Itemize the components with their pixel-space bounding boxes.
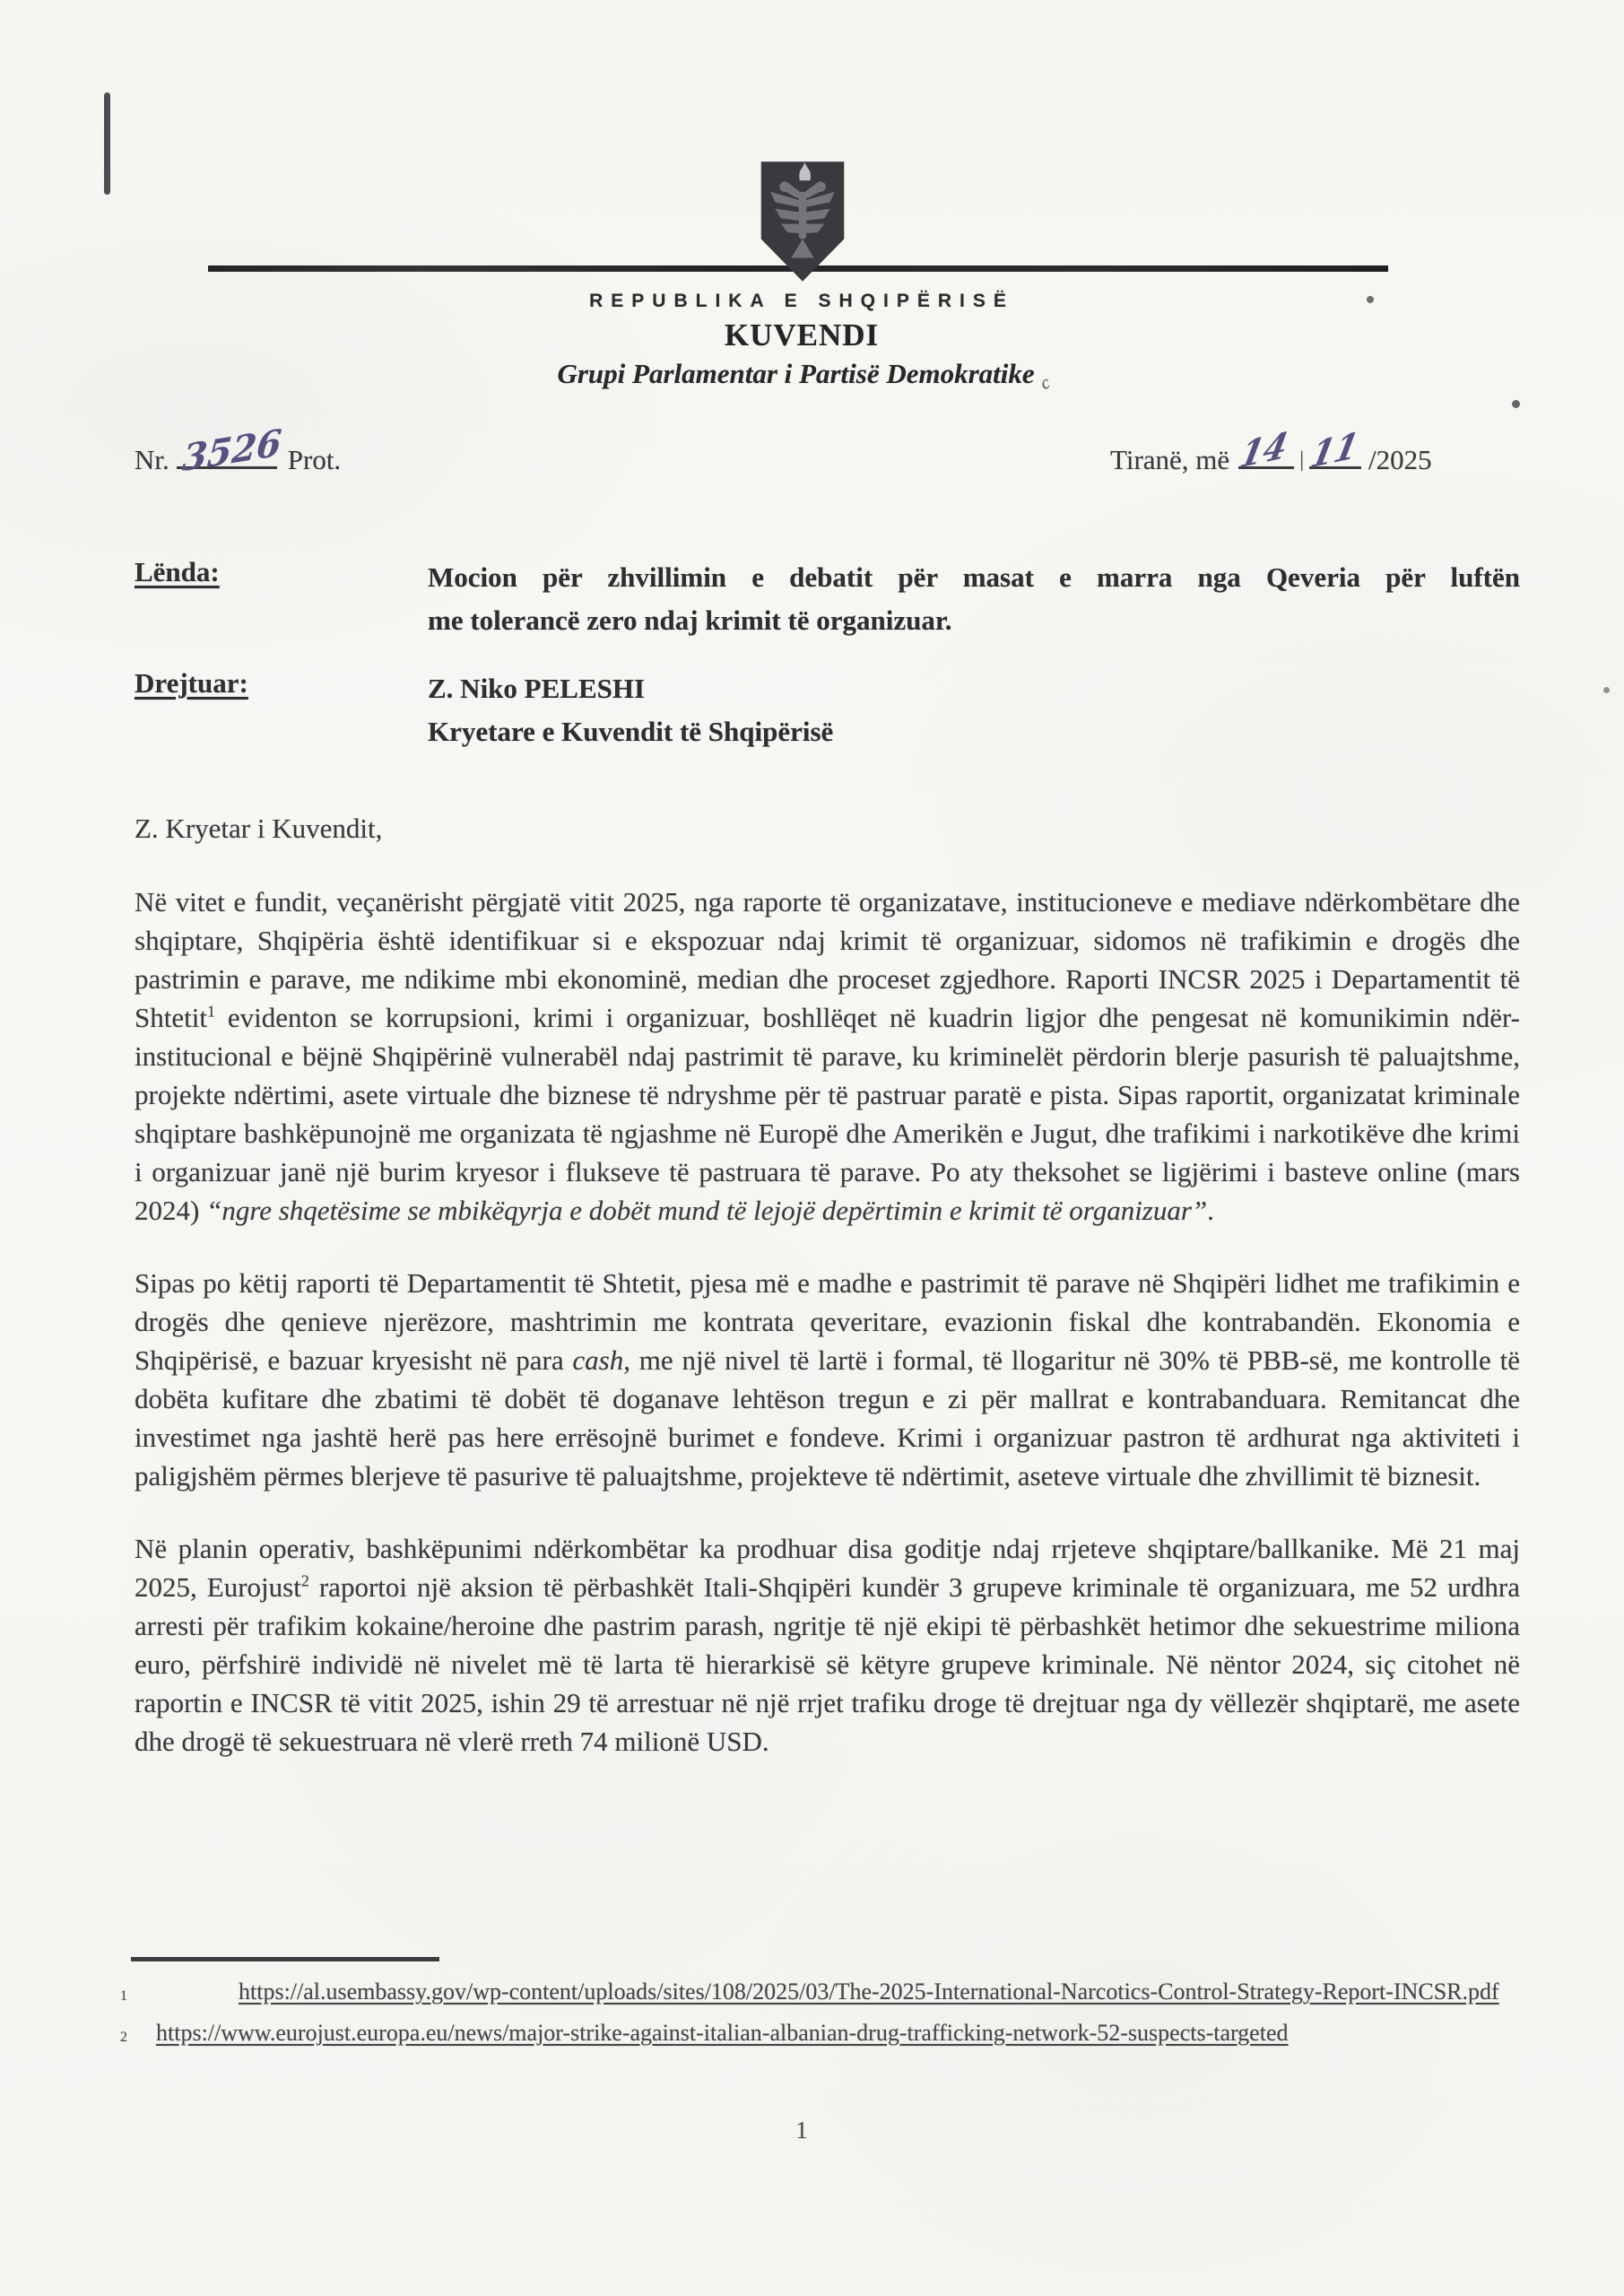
scan-speck — [1512, 400, 1520, 408]
footnote-ref: 2 — [300, 1571, 309, 1590]
nr-label: Nr. — [135, 444, 169, 475]
assembly-title: KUVENDI — [724, 317, 880, 352]
date-day-slot — [1236, 422, 1294, 477]
paragraph-run: . — [1207, 1195, 1214, 1226]
albanian-eagle-emblem — [750, 158, 855, 285]
addressee-title: Kryetare e Kuvendit të Shqipërisë — [428, 716, 834, 747]
date-separator: | — [1299, 448, 1304, 472]
footnote — [120, 1971, 1520, 2013]
scan-mark — [104, 92, 110, 195]
footnotes-list — [120, 1971, 1520, 2054]
addressee-block — [428, 667, 833, 753]
footnote-separator — [131, 1957, 439, 1961]
date-year: /2025 — [1368, 444, 1432, 475]
date-line — [1110, 422, 1432, 477]
paragraph-run: Në vitet e fundit, veçanërisht përgjatë vitit 2025, nga raporte të organizatave, institucioneve e mediave ndërkombëtare dhe shqiptare, Shqipëria është identifikuar si e ekspozuar ndaj krimit të organizuar, sidomos në trafikimin e drogës dhe pastrimin e parave, me ndikime mbi ekonominë, median dhe proceset zgjedhore. Raporti INCSR 2025 i Departamentit të Shtetit — [135, 886, 1520, 1033]
page-number: 1 — [795, 2117, 808, 2144]
subject-label: Lënda: — [135, 556, 220, 587]
footnote-marker: 2 — [120, 2030, 127, 2045]
paragraph-run: raportoi një aksion të përbashkët Itali-Shqipëri kundër 3 grupeve kriminale të organizuara, me 52 urdhra arresti për trafikim kokaine/heroine dhe pastrim parash, ngritje të një ekipi të përbashkët hetimor dhe sekuestrime miliona euro, përfshirë individë në nivelet më të larta të hierarkisë së këtyre grupeve kriminale. Në nëntor 2024, siç citohet në raportin e INCSR të vitit 2025, ishin 29 të arrestuar në një rrjet trafiku droge të drejtuar nga dy vëllezër shqiptarë, me asete dhe drogë të sekuestruara në vlerë rreth 74 milionë USD. — [135, 1571, 1520, 1757]
paragraph-run: Në planin operativ, bashkëpunimi ndërkombëtar ka prodhuar disa goditje ndaj rrjeteve shqiptare/ballkanike. Më 21 maj 2025, Eurojust — [135, 1533, 1520, 1603]
handwritten-month: 11 — [1307, 422, 1363, 477]
paragraph-run: , me një nivel të lartë i formal, të llogaritur në 30% të PBB-së, me kontrolle të dobëta kufitare dhe zbatimi të dobët të doganave lehtëson tregun e zi për mallrat e kontrabanduara. Remitancat dhe investimet nga jashtë herë pas here errësojnë burimet e fondeve. Krimi i organizuar pastron të ardhurat nga aktiviteti i paligjshëm përmes blerjeve të pasurive të paluajtshme, projekteve të ndërtimit, aseteve virtuale dhe zhvillimit të biznesit. — [135, 1344, 1520, 1492]
body-paragraphs — [135, 883, 1520, 1795]
protocol-number-slot — [177, 421, 283, 481]
subject-line: me tolerancë zero ndaj krimit të organizuar. — [428, 604, 952, 636]
pen-flourish-mark: c — [1037, 372, 1054, 395]
parliamentary-group-title — [9, 358, 1594, 395]
addressee-label: Drejtuar: — [135, 667, 248, 699]
footnote-ref: 1 — [206, 1002, 215, 1021]
subject-text — [428, 556, 1520, 642]
paragraph-run: “ngre shqetësime se mbikëqyrja e dobët mund të lejojë depërtimin e krimit të organizuar” — [206, 1195, 1208, 1226]
salutation: Z. Kryetar i Kuvendit, — [135, 813, 383, 844]
body-paragraph — [135, 883, 1520, 1230]
parliamentary-group-text: Grupi Parlamentar i Partisë Demokratike — [557, 358, 1035, 389]
protocol-number-line — [135, 421, 342, 481]
footnote-url: https://www.eurojust.europa.eu/news/major-strike-against-italian-albanian-drug-trafficking-network-52-suspects-targeted — [156, 2020, 1289, 2046]
footnote-url: https://al.usembassy.gov/wp-content/uploads/sites/108/2025/03/The-2025-International-Narcotics-Control-Strategy-Report-INCSR.pdf — [239, 1979, 1499, 2005]
city-date-label: Tiranë, më — [1110, 444, 1230, 475]
paragraph-run: Sipas po këtij raporti të Departamentit të Shtetit, pjesa më e madhe e pastrimit të parave në Shqipëri lidhet me trafikimin e drogës dhe qenieve njerëzore, mashtrimin me kontrata qeveritare, evazionin fiskal dhe kontrabandën. Ekonomia e Shqipërisë, e bazuar kryesisht në para — [135, 1267, 1520, 1376]
body-paragraph — [135, 1264, 1520, 1495]
date-month-slot — [1307, 422, 1363, 477]
paragraph-run: cash — [572, 1344, 624, 1376]
handwritten-protocol-number: 3526 — [180, 421, 283, 481]
body-paragraph — [135, 1529, 1520, 1761]
scan-speck — [1367, 296, 1374, 303]
footnote-marker: 1 — [120, 1988, 127, 2004]
scan-speck — [1603, 687, 1610, 693]
subject-line: Mocion për zhvillimin e debatit për masat e marra nga Qeveria për luftën — [428, 561, 1520, 593]
handwritten-day: 14 — [1236, 422, 1292, 477]
addressee-name: Z. Niko PELESHI — [428, 673, 646, 704]
prot-label: Prot. — [287, 444, 342, 475]
paragraph-run: evidenton se korrupsioni, krimi i organizuar, boshllëqet në kuadrin ligjor dhe pengesat në komunikimin ndër-institucional e bëjnë Shqipërinë vulnerabël ndaj pastrimit të parave, ku kriminelët përdorin blerje pasurish të paluajtshme, projekte ndërtimi, asete virtuale dhe biznese të ndryshme për të pastruar paratë e pista. Sipas raportit, organizatat kriminale shqiptare bashkëpunojnë me organizata të ngjashme në Europë dhe Amerikën e Jugut, dhe trafikimi i narkotikëve dhe krimi i organizuar janë një burim kryesor i flukseve të pastruara të parave. Po aty theksohet se ligjërimi i basteve online (mars 2024) — [135, 1002, 1520, 1226]
footnote — [120, 2013, 1520, 2054]
republic-title: REPUBLIKA E SHQIPËRISË — [589, 291, 1014, 311]
